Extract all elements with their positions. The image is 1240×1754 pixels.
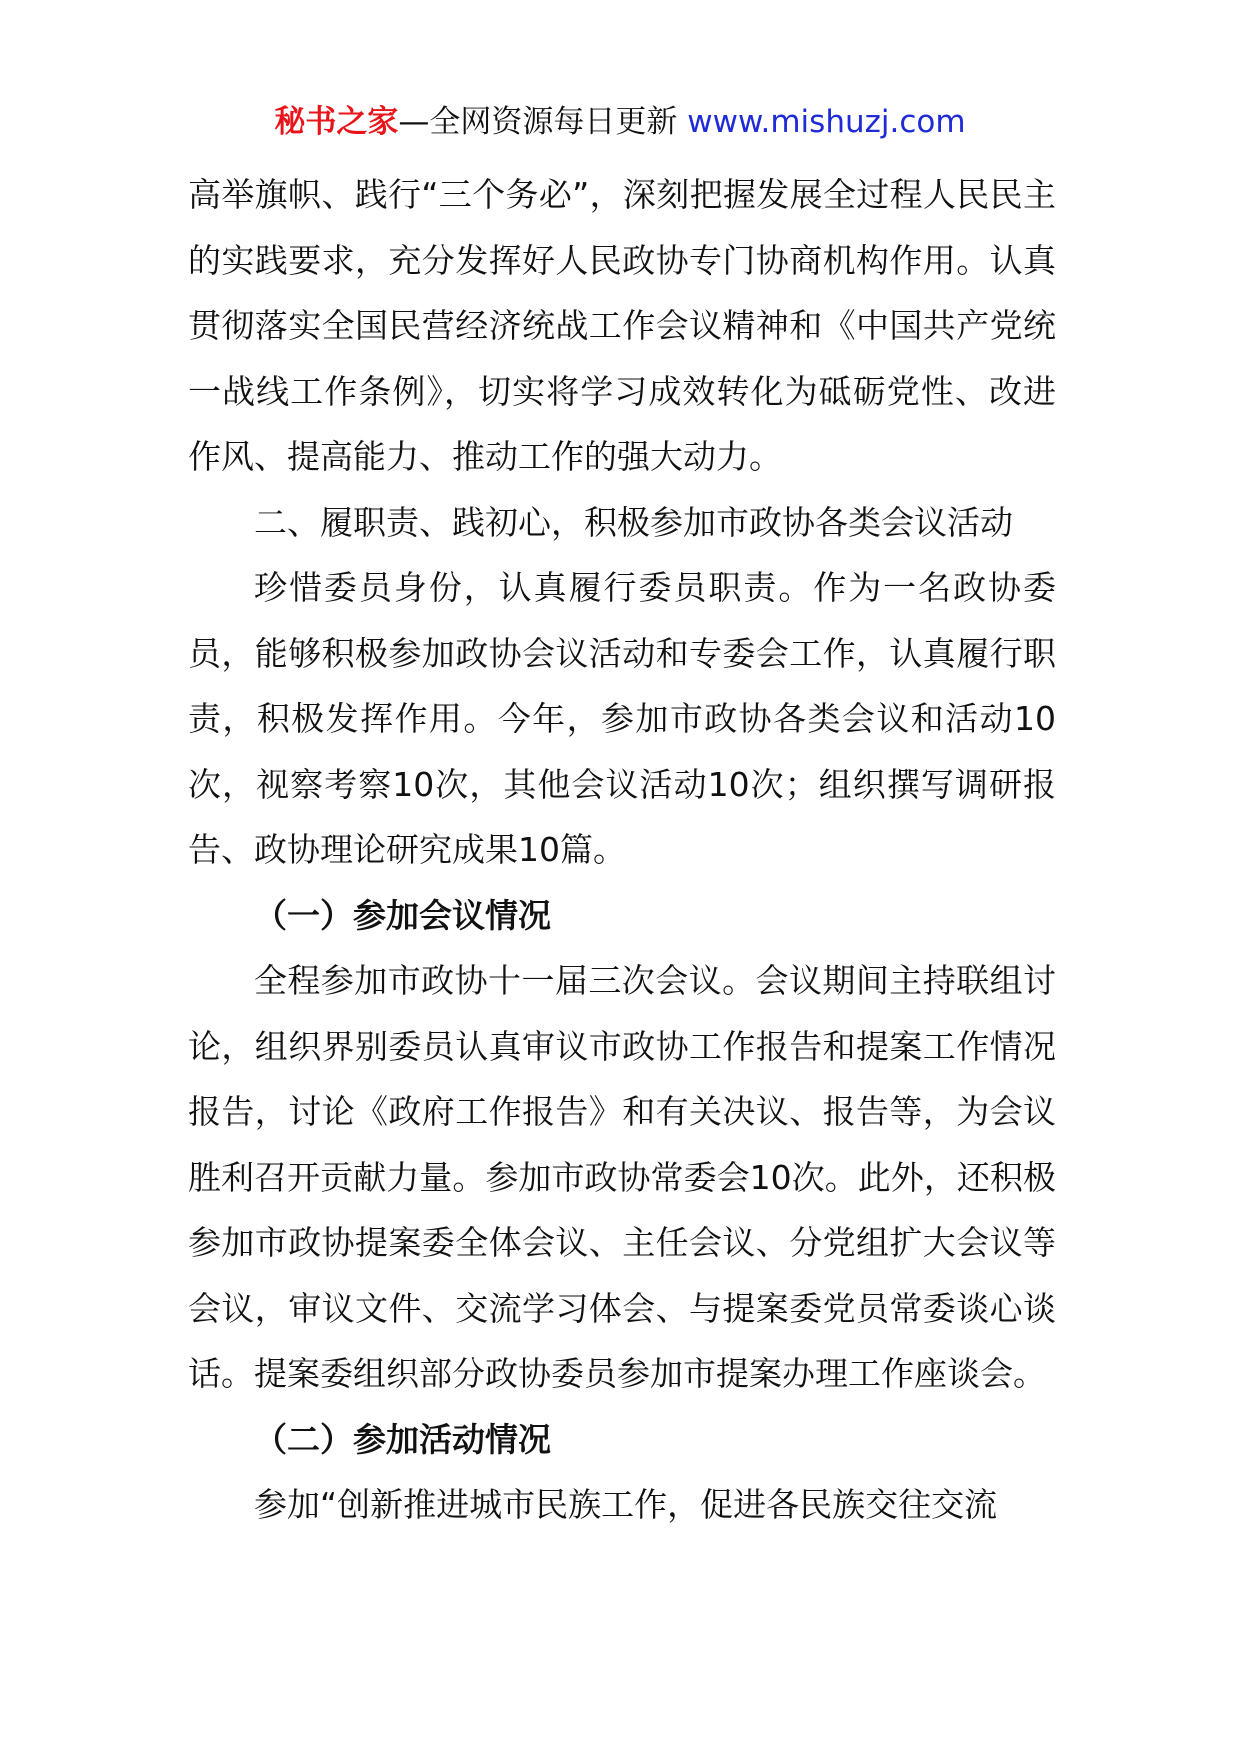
- document-body: [188, 162, 1056, 1538]
- site-url-link[interactable]: www.mishuzj.com: [687, 104, 966, 140]
- paragraph: 珍惜委员身份，认真履行委员职责。作为一名政协委员，能够积极参加政协会议活动和专委会工作，认真履行职责，积极发挥作用。今年，参加市政协各类会议和活动10次，视察考察10次，其他会议活动10次；组织撰写调研报告、政协理论研究成果10篇。: [188, 568, 1056, 869]
- page-header: [0, 100, 1240, 144]
- site-tagline: —全网资源每日更新: [398, 104, 688, 140]
- section-heading: 二、履职责、践初心，积极参加市政协各类会议活动: [254, 502, 1013, 542]
- subsection-heading: （二）参加活动情况: [254, 1419, 551, 1459]
- paragraph-continuation: 高举旗帜、践行“三个务必”，深刻把握发展全过程人民民主的实践要求，充分发挥好人民政协专门协商机构作用。认真贯彻落实全国民营经济统战工作会议精神和《中国共产党统一战线工作条例》，切实将学习成效转化为砥砺党性、改进作风、提高能力、推动工作的强大动力。: [188, 175, 1056, 476]
- subsection-heading: （一）参加会议情况: [254, 895, 551, 935]
- site-brand: 秘书之家: [274, 104, 399, 140]
- paragraph: 参加“创新推进城市民族工作，促进各民族交往交流: [254, 1485, 998, 1524]
- paragraph: 全程参加市政协十一届三次会议。会议期间主持联组讨论，组织界别委员认真审议市政协工作报告和提案工作情况报告，讨论《政府工作报告》和有关决议、报告等，为会议胜利召开贡献力量。参加市政协常委会10次。此外，还积极参加市政协提案委全体会议、主任会议、分党组扩大会议等会议，审议文件、交流学习体会、与提案委党员常委谈心谈话。提案委组织部分政协委员参加市提案办理工作座谈会。: [188, 961, 1056, 1393]
